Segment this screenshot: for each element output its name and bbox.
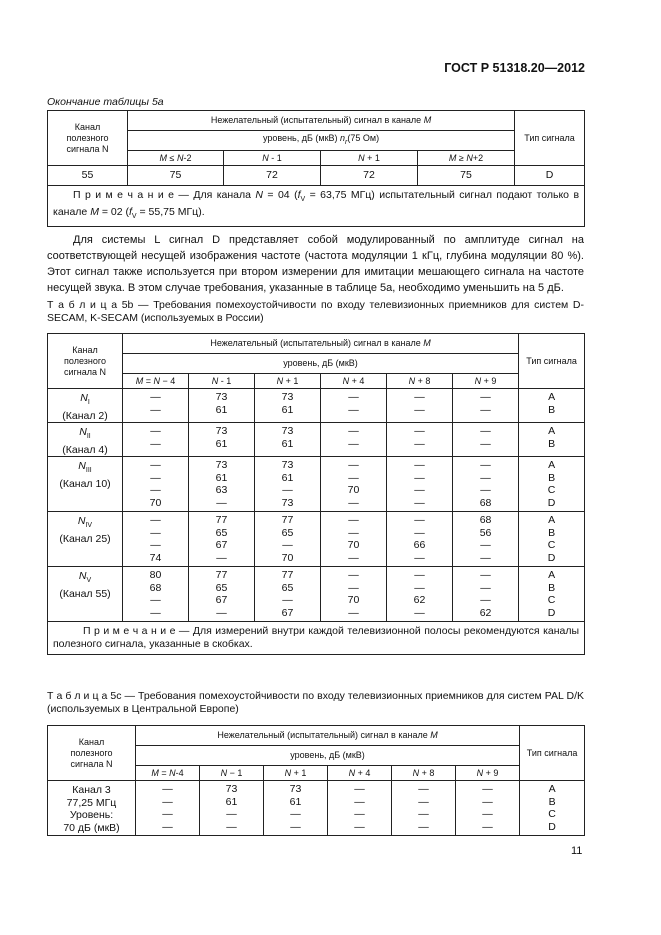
cell-value: B [548, 795, 556, 808]
cell [255, 567, 321, 622]
cell-value: — [348, 569, 359, 582]
cell-value: — [162, 808, 173, 820]
cell-value: 61 [225, 795, 238, 808]
cell-value: 77 [215, 569, 228, 582]
channel-name: $N_V$ [78, 570, 92, 585]
cell: 55 [48, 166, 128, 186]
channel-number: (Канал 25) [59, 532, 111, 545]
cell-value: 68 [149, 581, 162, 594]
cell [255, 423, 321, 457]
header-signal-type: Тип сигнала [520, 726, 585, 781]
cell-value: — [348, 496, 359, 509]
cell-value: D [547, 496, 556, 509]
cell-value: — [216, 496, 227, 509]
cell-value: A [548, 391, 556, 403]
cell-value: — [282, 484, 293, 497]
cell-value: — [348, 459, 359, 472]
cell [321, 512, 387, 567]
table-5c-caption: Т а б л и ц а 5с — Требования помехоустойчивости по входу телевизионных приемников для систем PAL D/K (используемых в Центральной Европе) [47, 690, 585, 715]
cell-value: — [414, 459, 425, 472]
cell-value: — [150, 459, 161, 472]
header-channel: Канал полезного сигнала N [48, 334, 123, 389]
cell-value: — [348, 425, 359, 438]
cell-value: D [547, 606, 556, 619]
cell-value: 77,25 МГц [66, 796, 117, 809]
signal-type-cell [519, 512, 585, 567]
cell-value: — [418, 783, 429, 795]
cell-value: — [348, 437, 359, 450]
cell-value: — [150, 391, 161, 403]
cell-value: 68 [479, 514, 492, 527]
col-header: N + 4 [328, 766, 392, 781]
cell-value: 80 [149, 569, 162, 582]
cell-value: B [548, 471, 556, 484]
cell-value: A [548, 783, 556, 795]
cell-value: — [348, 551, 359, 564]
cell-value: 68 [479, 496, 492, 509]
cell-value: — [150, 403, 161, 416]
table-row [48, 457, 585, 512]
cell-value: — [162, 820, 173, 833]
cell-value: — [414, 514, 425, 527]
cell-value: — [162, 795, 173, 808]
cell-value: B [548, 581, 556, 594]
cell-value: — [480, 569, 491, 582]
col-header: N + 9 [456, 766, 520, 781]
cell-value: — [216, 606, 227, 619]
cell [189, 389, 255, 423]
table-row [48, 389, 585, 423]
col-header: N + 4 [321, 374, 387, 389]
cell-value: B [548, 403, 556, 416]
header-channel: Канал полезного сигнала N [48, 111, 128, 166]
table-5b-caption: Т а б л и ц а 5b — Требования помехоустойчивости по входу телевизионных приемников для систем D-SECAM, K-SECAM (используемых в России) [47, 299, 584, 324]
cell-value: — [414, 403, 425, 416]
cell-value: 65 [215, 526, 228, 539]
cell-value: — [482, 820, 493, 833]
cell-value: — [162, 783, 173, 795]
cell-value: B [548, 526, 556, 539]
cell: D [515, 166, 585, 186]
cell-value: 74 [149, 551, 162, 564]
cell-value: 73 [215, 459, 228, 472]
cell [453, 567, 519, 622]
cell-value: 70 [347, 594, 360, 607]
cell [392, 781, 456, 836]
cell [200, 781, 264, 836]
cell-value: — [414, 496, 425, 509]
cell-value: 61 [281, 471, 294, 484]
cell-value: Канал 3 [72, 784, 111, 796]
cell-value: — [150, 484, 161, 497]
cell-value: 73 [281, 391, 294, 403]
channel-number: (Канал 4) [62, 443, 108, 456]
col-header: N + 1 [264, 766, 328, 781]
cell: 75 [418, 166, 515, 186]
header-signal-type: Тип сигнала [515, 111, 585, 166]
cell-value: D [548, 820, 556, 833]
cell-value: 77 [281, 569, 294, 582]
cell-value: — [348, 526, 359, 539]
cell-value: — [282, 539, 293, 552]
channel-name: $N_I$ [80, 392, 90, 407]
channel-cell [48, 389, 123, 423]
cell-value: 70 [149, 496, 162, 509]
cell [453, 389, 519, 423]
header-unwanted-signal: Нежелательный (испытательный) сигнал в канале M [123, 334, 519, 354]
cell-value: — [348, 606, 359, 619]
cell-value: 73 [281, 496, 294, 509]
signal-type-cell [519, 389, 585, 423]
cell-value: — [282, 594, 293, 607]
cell-value: — [414, 391, 425, 403]
cell [321, 457, 387, 512]
cell-value: — [150, 539, 161, 552]
table-5b [47, 333, 585, 655]
table-row [48, 423, 585, 457]
signal-type-cell [519, 567, 585, 622]
table-row [48, 166, 585, 186]
cell [123, 457, 189, 512]
channel-cell [48, 512, 123, 567]
header-level: уровень, дБ (мкВ) [136, 746, 520, 766]
cell-value: — [290, 808, 301, 820]
cell-value: — [290, 820, 301, 833]
col-header: N + 1 [321, 151, 418, 166]
cell-value: — [414, 551, 425, 564]
cell-value: — [354, 820, 365, 833]
cell-value: — [414, 471, 425, 484]
header-level: уровень, дБ (мкВ) $n_r(75$ Ом) [128, 131, 515, 151]
cell-value: — [480, 539, 491, 552]
cell-value: — [348, 514, 359, 527]
cell-value: A [548, 425, 556, 438]
cell [321, 389, 387, 423]
cell [264, 781, 328, 836]
cell [189, 423, 255, 457]
cell-value: — [480, 425, 491, 438]
cell-value: 62 [479, 606, 492, 619]
body-paragraph: Для системы L сигнал D представляет собой модулированный по амплитуде сигнал на соответствующей несущей изображения частоте (частота модуляции 1 кГц, глубина модуляции 80 %). Этот сигнал также используется при втором измерении для имитации мешающего сигнала на частоте несущей звука. В этом случае требования, указанные в таблице 5а, необходимо уменьшить на 5 дБ. [47, 234, 584, 294]
cell-value: 67 [215, 594, 228, 607]
cell [123, 512, 189, 567]
cell-value: — [150, 437, 161, 450]
col-header: N - 1 [224, 151, 321, 166]
cell-value: 61 [281, 403, 294, 416]
cell-value: — [414, 425, 425, 438]
cell-value: 77 [215, 514, 228, 527]
cell-value: C [547, 539, 556, 552]
cell [189, 457, 255, 512]
col-header: N + 1 [255, 374, 321, 389]
cell-value: — [418, 808, 429, 820]
cell [456, 781, 520, 836]
table-row [48, 512, 585, 567]
cell: 72 [321, 166, 418, 186]
col-header: M ≥ N+2 [418, 151, 515, 166]
cell-value: — [480, 484, 491, 497]
header-channel: Канал полезного сигнала N [48, 726, 136, 781]
cell-value: C [547, 484, 556, 497]
cell-value: — [414, 526, 425, 539]
cell-value: 65 [281, 526, 294, 539]
col-header: N + 9 [453, 374, 519, 389]
cell-value: 70 [347, 484, 360, 497]
cell [453, 512, 519, 567]
cell-value: — [414, 484, 425, 497]
cell-value: 67 [215, 539, 228, 552]
cell-value: — [150, 425, 161, 438]
cell-value: — [414, 581, 425, 594]
cell-value: — [150, 526, 161, 539]
cell-value: — [482, 783, 493, 795]
cell-value: 61 [215, 471, 228, 484]
cell-value: — [354, 808, 365, 820]
channel-name: $N_{IV}$ [77, 515, 93, 530]
cell-value: 77 [281, 514, 294, 527]
cell-value: — [348, 581, 359, 594]
cell [387, 567, 453, 622]
col-header: N + 8 [392, 766, 456, 781]
cell [387, 457, 453, 512]
col-header: N − 1 [200, 766, 264, 781]
header-unwanted-signal: Нежелательный (испытательный) сигнал в канале M [136, 726, 520, 746]
cell-value: 73 [215, 425, 228, 438]
table-row [48, 567, 585, 622]
signal-type-cell [519, 423, 585, 457]
cell-value: 70 дБ (мкВ) [63, 821, 120, 834]
cell [387, 389, 453, 423]
channel-number: (Канал 10) [59, 477, 111, 490]
cell-value: — [354, 795, 365, 808]
table-5a [47, 110, 585, 227]
table-row [48, 781, 585, 836]
col-header: M = N − 4 [123, 374, 189, 389]
cell-value: 63 [215, 484, 228, 497]
cell-value: — [418, 795, 429, 808]
cell-value: — [348, 471, 359, 484]
channel-name: $N_{II}$ [79, 426, 91, 441]
cell-value: A [548, 569, 556, 582]
cell-value: 65 [215, 581, 228, 594]
cell-value: 73 [281, 459, 294, 472]
cell-value: — [480, 581, 491, 594]
cell [321, 567, 387, 622]
cell [255, 512, 321, 567]
cell-value: — [480, 551, 491, 564]
cell-value: B [548, 437, 556, 450]
cell-value: 61 [215, 403, 228, 416]
cell [328, 781, 392, 836]
cell: 72 [224, 166, 321, 186]
cell-value: 66 [413, 539, 426, 552]
cell-value: 73 [225, 783, 238, 795]
cell-value: 61 [289, 795, 302, 808]
signal-type-cell [520, 781, 585, 836]
cell-value: 62 [413, 594, 426, 607]
cell-value: — [348, 403, 359, 416]
page-number: 11 [571, 845, 583, 857]
header-unwanted-signal: Нежелательный (испытательный) сигнал в канале M [128, 111, 515, 131]
cell-value: — [414, 569, 425, 582]
cell [123, 567, 189, 622]
cell-value: — [226, 808, 237, 820]
header-level: уровень, дБ (мкВ) [123, 354, 519, 374]
cell [189, 567, 255, 622]
cell [189, 512, 255, 567]
cell-value: D [547, 551, 556, 564]
table-5a-caption: Окончание таблицы 5а [47, 96, 164, 108]
cell-value: — [480, 437, 491, 450]
cell-value: — [150, 606, 161, 619]
cell-value: 65 [281, 581, 294, 594]
cell-value: 61 [281, 437, 294, 450]
header-signal-type: Тип сигнала [519, 334, 585, 389]
cell-value: — [150, 594, 161, 607]
cell-value: — [414, 437, 425, 450]
cell [136, 781, 200, 836]
signal-type-cell [519, 457, 585, 512]
cell-value: — [226, 820, 237, 833]
table-5b-note: П р и м е ч а н и е — Для измерений внутри каждой телевизионной полосы рекомендуются каналы полезного сигнала, указанные в скобках. [48, 622, 585, 655]
cell-value: A [548, 459, 556, 472]
cell [123, 389, 189, 423]
cell [387, 512, 453, 567]
cell-value: — [482, 808, 493, 820]
cell-value: 73 [289, 783, 302, 795]
cell-value: 73 [281, 425, 294, 438]
col-header: N - 1 [189, 374, 255, 389]
cell-value: — [480, 471, 491, 484]
cell-value: — [480, 403, 491, 416]
cell-value: — [480, 594, 491, 607]
table-5a-note: П р и м е ч а н и е — Для канала N = 04 ($f_V = 63,75$ МГц) испытательный сигнал подают только в канале M = 02 ($f_V = 55,75$ МГц). [48, 186, 585, 227]
table-5c [47, 725, 585, 836]
cell-value: C [547, 594, 556, 607]
cell-value: A [548, 514, 556, 527]
channel-number: (Канал 2) [62, 409, 108, 422]
cell-value: — [150, 471, 161, 484]
cell-value: — [354, 783, 365, 795]
cell-value: 61 [215, 437, 228, 450]
cell-value: Уровень: [69, 809, 114, 821]
cell-value: — [418, 820, 429, 833]
cell-value: — [348, 391, 359, 403]
cell: 75 [128, 166, 224, 186]
cell-value: 70 [347, 539, 360, 552]
cell [387, 423, 453, 457]
channel-cell [48, 423, 123, 457]
col-header: N + 8 [387, 374, 453, 389]
cell-value: — [482, 795, 493, 808]
cell-value: C [548, 808, 556, 820]
channel-cell [48, 567, 123, 622]
cell [123, 423, 189, 457]
col-header: M = N-4 [136, 766, 200, 781]
cell-value: — [216, 551, 227, 564]
cell-value: — [150, 514, 161, 527]
channel-name: $N_{III}$ [78, 460, 92, 475]
cell-value: — [414, 606, 425, 619]
cell-value: 70 [281, 551, 294, 564]
cell [255, 389, 321, 423]
channel-number: (Канал 55) [59, 587, 111, 600]
cell [321, 423, 387, 457]
cell [255, 457, 321, 512]
cell [453, 423, 519, 457]
col-header: M ≤ N-2 [128, 151, 224, 166]
cell-value: 67 [281, 606, 294, 619]
cell-value: 73 [215, 391, 228, 403]
cell [453, 457, 519, 512]
cell-value: — [480, 391, 491, 403]
cell-value: — [480, 459, 491, 472]
channel-cell [48, 457, 123, 512]
channel-cell [48, 781, 136, 836]
cell-value: 56 [479, 526, 492, 539]
document-id: ГОСТ Р 51318.20—2012 [444, 61, 585, 75]
